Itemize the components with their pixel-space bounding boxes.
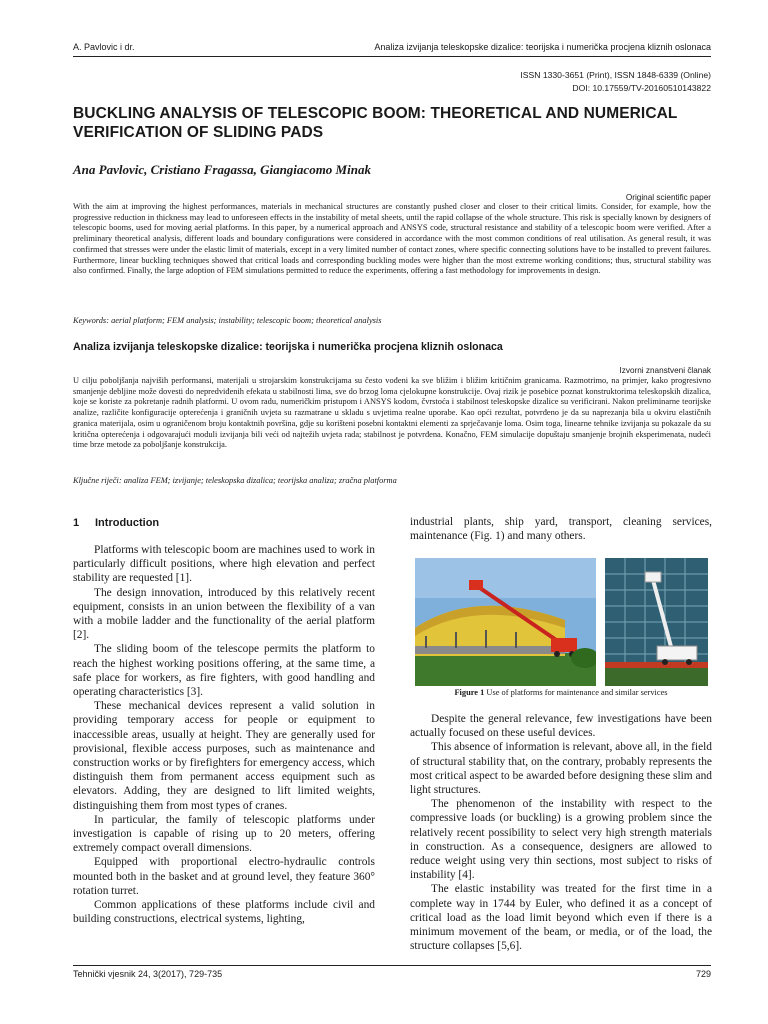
header-authors: A. Pavlovic i dr. <box>73 42 135 52</box>
paragraph: This absence of information is relevant, above all, in the field of structural stability that, on the contrary, probably represents the most critical aspect to be awarded before designing these slim and light structures. <box>410 741 712 797</box>
running-header <box>73 42 711 52</box>
stadium-platform-image <box>415 558 596 686</box>
figure-photo-building <box>605 558 708 686</box>
paper-title: BUCKLING ANALYSIS OF TELESCOPIC BOOM: THEORETICAL AND NUMERICAL VERIFICATION OF SLIDING PADS <box>73 105 678 141</box>
page-footer <box>73 969 711 979</box>
right-column-bottom <box>410 712 712 953</box>
paragraph: Common applications of these platforms include civil and building constructions, electrical systems, lighting, <box>73 899 375 926</box>
section-title: Introduction <box>95 517 160 529</box>
footer-divider <box>73 965 711 966</box>
issn-block <box>520 69 711 95</box>
paragraph: The phenomenon of the instability with respect to the compressive loads (or buckling) is a growing problem since the relatively recent possibility to select very high strength materials in construction. As a consequence, designers are allowed to reduce weight using very thin sections, most subject to risks of instability [4]. <box>410 798 712 882</box>
page-number: 729 <box>695 969 711 979</box>
paragraph: Platforms with telescopic boom are machines used to work in particularly difficult positions, where high elevation and perfect stability are requested [1]. <box>73 544 375 585</box>
authors: Ana Pavlovic, Cristiano Fragassa, Giangiacomo Minak <box>73 162 371 177</box>
paragraph: The sliding boom of the telescope permits the platform to reach the highest working positions offering, at the same time, a safe place for workers, as fire fighters, with good handling and operating characteristics [3]. <box>73 643 375 699</box>
keywords-hr: Ključne riječi: analiza FEM; izvijanje; teleskopska dizalica; teorijska analiza; zračna platforma <box>73 476 397 485</box>
header-divider <box>73 56 711 57</box>
issn-line: ISSN 1330-3651 (Print), ISSN 1848-6339 (Online) <box>520 70 711 80</box>
paper-type-hr: Izvorni znanstveni članak <box>619 366 711 375</box>
figure-caption <box>410 688 712 697</box>
paragraph: The elastic instability was treated for the first time in a complete way in 1744 by Euler, who defined it as a concept of critical load as the load limit beyond which even if there is a minimum movement of the beam, or media, or of the load, the structure collapses [5,6]. <box>410 883 712 953</box>
left-column <box>73 543 375 926</box>
paragraph: These mechanical devices represent a valid solution in providing temporary access for people or equipment to inaccessible areas, usually at height. They are generally used for provisional, flexible access purposes, such as maintenance and construction works or by firefighters for emergency access, which distinguish them from permanent access equipment such as elevators. Adding, they are designed to lift limited weights, distinguishing them from most types of cranes. <box>73 700 375 812</box>
paragraph: Equipped with proportional electro-hydraulic controls mounted both in the basket and at ground level, they feature 360° rotation turret. <box>73 856 375 897</box>
journal-citation: Tehnički vjesnik 24, 3(2017), 729-735 <box>73 969 223 979</box>
figure-photo-stadium <box>415 558 596 686</box>
paper-type-en: Original scientific paper <box>625 193 711 202</box>
abstract-hr: U cilju poboljšanja najviših performansi, materijali u strojarskim konstrukcijama su često vođeni ka sve bližim i bližim kritičnim granicama. Razmotrimo, na primjer, kako progresivno smanjenje debljine može dovesti do nepredviđenih efekata u stabilnosti lima, sve do brzog loma cjelokupne konstrukcije. Ovaj rizik je posebice poznat konstruktorima teleskopskih dizalica, koje se koriste za pokretanje radnih platformi. U ovom radu, numeričkim pristupom i ANSYS kodom, čvrstoća i stabilnost teleskopske dizalice su verificirani. Nakon preliminarne teorijske analize, različite konfiguracije opterećenja i graničnih uvjeta su razmatrane u skladu s uvjetima realne uporabe. Kao opći rezultat, potvrđeno je da su naprezanja bila u okviru elastičnih granica materijala, osim u ograničenom broju kontaktnih površina, gdje su korišteni posebni kontaktni elementi za sprječavanje loma. Osim toga, linearne tehnike izvijanja su pokazale da su kritična opterećenja i odgovarajući moduli izvijanja bili veći od najtežih uvjeta rada; stabilnost je potvrđena. Konačno, FEM simulacije dopuštaju smanjenje brojnih eksperimenata, nudeći time brze metode za poboljšanje konstrukcija. <box>73 376 711 450</box>
paragraph: In particular, the family of telescopic platforms under investigation is capable of rising up to 20 meters, offering extremely compact overall dimensions. <box>73 813 375 855</box>
building-platform-image <box>605 558 708 686</box>
title-croatian: Analiza izvijanja teleskopske dizalice: teorijska i numerička procjena kliznih oslonaca <box>73 341 503 353</box>
doi-line: DOI: 10.17559/TV-20160510143822 <box>572 83 711 93</box>
paragraph: The design innovation, introduced by this relatively recent equipment, consists in an union between the flexibility of a van with a mobile ladder and the functionality of the aerial platform [2]. <box>73 586 375 642</box>
section-number: 1 <box>73 517 80 529</box>
keywords-en: Keywords: aerial platform; FEM analysis; instability; telescopic boom; theoretical analysis <box>73 316 382 325</box>
right-column-top <box>410 515 712 543</box>
section-heading <box>73 517 159 529</box>
figure-label: Figure 1 <box>454 688 485 697</box>
paragraph-continued: industrial plants, ship yard, transport, cleaning services, maintenance (Fig. 1) and many others. <box>410 516 712 543</box>
header-journal-title: Analiza izvijanja teleskopske dizalice: teorijska i numerička procjena kliznih oslonaca <box>374 42 711 52</box>
abstract-en: With the aim at improving the highest performances, materials in mechanical structures are constantly pushed closer and closer to their critical limits. Consider, for example, how the progressive reduction in thickness may lead to unforeseen effects in the instability of metal sheets, until the rapid collapse of the whole structure. This risk is specially known by designers of telescopic booms, used for moving aerial platforms. In this paper, by a numerical approach and ANSYS code, structural resistance and stability of a telescopic boom were verified. After a preliminary theoretical analysis, different loads and boundary configurations were considered in accordance with the most common conditions of real utilisation. As general result, it was confirmed that stresses were under the elastic limit of materials, except in a very limited number of contact zones, where specific connecting solutions have to be installed to prevent failures. Furthermore, linear buckling techniques showed that critical loads and corresponding buckling modes were higher than the most extreme working conditions; thus, structural stability was also confirmed. Finally, the large adoption of FEM simulations permitted to reduce the experiments, offering a fast methodology for improvements in design. <box>73 202 711 276</box>
figure-caption-text: Use of platforms for maintenance and similar services <box>486 688 668 697</box>
paragraph: Despite the general relevance, few investigations have been actually focused on these useful devices. <box>410 713 712 740</box>
